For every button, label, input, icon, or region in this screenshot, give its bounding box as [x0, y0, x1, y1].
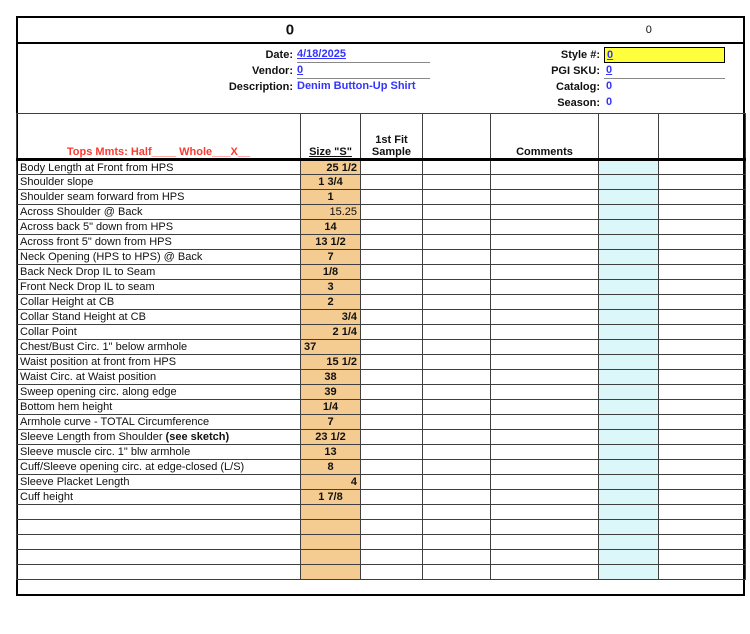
comments-cell[interactable]	[491, 160, 599, 175]
measurement-row	[17, 160, 746, 175]
size-s-cell[interactable]: 13 1/2	[301, 235, 361, 250]
sheet-title-secondary: 0	[645, 24, 652, 36]
spare-cell[interactable]	[423, 310, 491, 325]
comments-cell[interactable]	[491, 385, 599, 400]
spare-cell[interactable]	[659, 310, 746, 325]
measurement-label: Cuff/Sleeve opening circ. at edge-closed (L/S)	[17, 460, 301, 475]
first-fit-sample-cell[interactable]	[361, 385, 423, 400]
first-fit-sample-cell[interactable]	[361, 430, 423, 445]
highlight-cell[interactable]	[599, 400, 659, 415]
comments-cell[interactable]	[491, 475, 599, 490]
size-s-cell[interactable]: 4	[301, 475, 361, 490]
measurement-label	[17, 520, 301, 535]
spare-cell[interactable]	[423, 340, 491, 355]
spare-cell[interactable]	[423, 190, 491, 205]
measurement-row	[17, 175, 746, 190]
spare-cell[interactable]	[423, 220, 491, 235]
size-s-cell[interactable]: 39	[301, 385, 361, 400]
spare-cell[interactable]	[423, 415, 491, 430]
vendor-value[interactable]: 0	[297, 64, 304, 76]
measurement-row	[17, 220, 746, 235]
measurement-row	[17, 250, 746, 265]
comments-cell[interactable]	[491, 175, 599, 190]
season-value[interactable]: 0	[606, 96, 613, 108]
spare-cell[interactable]	[659, 175, 746, 190]
first-fit-sample-cell[interactable]	[361, 445, 423, 460]
spare-cell[interactable]	[659, 205, 746, 220]
first-fit-sample-cell[interactable]	[361, 220, 423, 235]
spare-cell[interactable]	[423, 445, 491, 460]
size-s-cell[interactable]: 3	[301, 280, 361, 295]
spare-cell[interactable]	[659, 430, 746, 445]
first-fit-sample-cell[interactable]	[361, 565, 423, 580]
comments-cell[interactable]	[491, 415, 599, 430]
spare-cell[interactable]	[423, 250, 491, 265]
season-field[interactable]	[604, 95, 725, 111]
measurement-label: Bottom hem height	[17, 400, 301, 415]
first-fit-sample-cell[interactable]	[361, 400, 423, 415]
measurement-label: Across back 5" down from HPS	[17, 220, 301, 235]
spare-cell[interactable]	[423, 175, 491, 190]
vendor-label: Vendor:	[252, 65, 293, 77]
catalog-value[interactable]: 0	[606, 80, 613, 92]
spare-cell[interactable]	[423, 475, 491, 490]
highlight-cell[interactable]	[599, 250, 659, 265]
highlight-cell[interactable]	[599, 220, 659, 235]
spare-cell[interactable]	[423, 265, 491, 280]
measurement-label: Body Length at Front from HPS	[17, 160, 301, 175]
measurement-label: Chest/Bust Circ. 1" below armhole	[17, 340, 301, 355]
empty-row	[17, 535, 746, 550]
measurement-label: Sleeve Length from Shoulder (see sketch)	[17, 430, 301, 445]
spare-cell[interactable]	[659, 550, 746, 565]
measurement-row	[17, 430, 746, 445]
spare-cell[interactable]	[423, 520, 491, 535]
comments-cell[interactable]	[491, 565, 599, 580]
size-s-cell[interactable]: 2	[301, 295, 361, 310]
measurement-label: Collar Height at CB	[17, 295, 301, 310]
pgi-sku-field[interactable]	[604, 63, 725, 79]
first-fit-sample-cell[interactable]	[361, 535, 423, 550]
spare-cell[interactable]	[423, 295, 491, 310]
spare-column-header	[659, 114, 746, 160]
measurement-label: Collar Point	[17, 325, 301, 340]
comments-cell[interactable]	[491, 340, 599, 355]
first-fit-sample-cell[interactable]	[361, 475, 423, 490]
size-s-header: Size "S"	[301, 114, 361, 160]
highlight-cell[interactable]	[599, 325, 659, 340]
highlight-cell[interactable]	[599, 310, 659, 325]
empty-row	[17, 550, 746, 565]
title-bar	[18, 18, 743, 44]
measurement-row	[17, 310, 746, 325]
table-header-row	[17, 114, 746, 160]
description-value[interactable]: Denim Button-Up Shirt	[297, 80, 416, 92]
spare-cell[interactable]	[659, 400, 746, 415]
measurement-label: Waist Circ. at Waist position	[17, 370, 301, 385]
measurement-row	[17, 460, 746, 475]
spare-cell[interactable]	[423, 205, 491, 220]
measurement-row	[17, 445, 746, 460]
highlight-cell[interactable]	[599, 160, 659, 175]
info-row-3	[18, 79, 743, 95]
highlight-cell[interactable]	[599, 340, 659, 355]
measurement-row	[17, 205, 746, 220]
comments-cell[interactable]	[491, 190, 599, 205]
measurement-label: Across front 5" down from HPS	[17, 235, 301, 250]
size-s-cell[interactable]: 1/8	[301, 265, 361, 280]
size-s-cell[interactable]	[301, 505, 361, 520]
size-s-cell[interactable]	[301, 550, 361, 565]
size-s-cell[interactable]: 1	[301, 190, 361, 205]
measurement-label: Waist position at front from HPS	[17, 355, 301, 370]
first-fit-sample-cell[interactable]	[361, 505, 423, 520]
highlight-cell[interactable]	[599, 460, 659, 475]
comments-cell[interactable]	[491, 535, 599, 550]
measurement-label: Collar Stand Height at CB	[17, 310, 301, 325]
spare-cell[interactable]	[423, 550, 491, 565]
spare-cell[interactable]	[423, 430, 491, 445]
measurement-row	[17, 415, 746, 430]
comments-cell[interactable]	[491, 235, 599, 250]
spare-cell[interactable]	[423, 505, 491, 520]
measurement-label	[17, 550, 301, 565]
description-label: Description:	[228, 81, 293, 93]
highlight-cell[interactable]	[599, 175, 659, 190]
spare-cell[interactable]	[659, 475, 746, 490]
spare-cell[interactable]	[659, 325, 746, 340]
measurement-row	[17, 295, 746, 310]
first-fit-sample-cell[interactable]	[361, 250, 423, 265]
comments-cell[interactable]	[491, 370, 599, 385]
highlight-cell[interactable]	[599, 475, 659, 490]
spare-cell[interactable]	[659, 295, 746, 310]
highlight-cell[interactable]	[599, 565, 659, 580]
highlight-cell[interactable]	[599, 520, 659, 535]
vendor-field[interactable]	[297, 63, 430, 79]
date-label: Date:	[265, 49, 293, 61]
size-s-cell[interactable]: 1 3/4	[301, 175, 361, 190]
spare-cell[interactable]	[659, 220, 746, 235]
measurement-label: Cuff height	[17, 490, 301, 505]
first-fit-sample-cell[interactable]	[361, 490, 423, 505]
catalog-field[interactable]	[604, 79, 725, 95]
first-fit-sample-cell[interactable]	[361, 520, 423, 535]
spare-cell[interactable]	[659, 565, 746, 580]
spare-cell[interactable]	[659, 520, 746, 535]
measurement-row	[17, 235, 746, 250]
highlight-cell[interactable]	[599, 280, 659, 295]
empty-row	[17, 520, 746, 535]
comments-cell[interactable]	[491, 520, 599, 535]
spare-cell[interactable]	[659, 340, 746, 355]
first-fit-sample-cell[interactable]	[361, 205, 423, 220]
highlight-cell[interactable]	[599, 490, 659, 505]
spare-cell[interactable]	[659, 445, 746, 460]
comments-cell[interactable]	[491, 355, 599, 370]
spare-cell[interactable]	[659, 355, 746, 370]
comments-cell[interactable]	[491, 550, 599, 565]
header-info	[18, 44, 743, 113]
highlight-cell[interactable]	[599, 550, 659, 565]
size-s-cell[interactable]	[301, 520, 361, 535]
measurement-row	[17, 385, 746, 400]
measurement-label	[17, 565, 301, 580]
pgi-sku-label: PGI SKU:	[551, 65, 600, 77]
first-fit-sample-cell[interactable]	[361, 235, 423, 250]
size-s-cell[interactable]	[301, 535, 361, 550]
measurement-label: Front Neck Drop IL to seam	[17, 280, 301, 295]
highlight-column-header	[599, 114, 659, 160]
highlight-cell[interactable]	[599, 265, 659, 280]
comments-cell[interactable]	[491, 250, 599, 265]
spare-cell[interactable]	[423, 535, 491, 550]
measurement-label	[17, 505, 301, 520]
comments-cell[interactable]	[491, 205, 599, 220]
spare-cell[interactable]	[423, 280, 491, 295]
size-s-cell[interactable]: 13	[301, 445, 361, 460]
size-s-cell[interactable]: 38	[301, 370, 361, 385]
size-s-cell[interactable]: 1/4	[301, 400, 361, 415]
comments-cell[interactable]	[491, 220, 599, 235]
measurement-table	[16, 113, 746, 580]
measurement-row	[17, 325, 746, 340]
comments-cell[interactable]	[491, 460, 599, 475]
size-s-cell[interactable]: 14	[301, 220, 361, 235]
first-fit-sample-cell[interactable]	[361, 550, 423, 565]
spare-cell[interactable]	[423, 490, 491, 505]
comments-cell[interactable]	[491, 400, 599, 415]
spare-cell[interactable]	[659, 160, 746, 175]
spare-cell[interactable]	[659, 535, 746, 550]
spare-cell[interactable]	[659, 490, 746, 505]
measurement-label: Shoulder seam forward from HPS	[17, 190, 301, 205]
comments-cell[interactable]	[491, 325, 599, 340]
size-s-cell[interactable]	[301, 565, 361, 580]
first-fit-sample-cell[interactable]	[361, 160, 423, 175]
highlight-cell[interactable]	[599, 355, 659, 370]
measurement-row	[17, 355, 746, 370]
measurement-row	[17, 340, 746, 355]
spare-cell[interactable]	[423, 355, 491, 370]
measurement-row	[17, 370, 746, 385]
spare-cell[interactable]	[659, 190, 746, 205]
first-fit-sample-cell[interactable]	[361, 415, 423, 430]
highlight-cell[interactable]	[599, 205, 659, 220]
measurement-row	[17, 475, 746, 490]
first-fit-sample-cell[interactable]	[361, 295, 423, 310]
size-s-cell[interactable]: 15 1/2	[301, 355, 361, 370]
measurement-label: Armhole curve - TOTAL Circumference	[17, 415, 301, 430]
comments-cell[interactable]	[491, 445, 599, 460]
spare-cell[interactable]	[423, 385, 491, 400]
measurement-label: Sweep opening circ. along edge	[17, 385, 301, 400]
measurement-label	[17, 535, 301, 550]
measurement-label: Back Neck Drop IL to Seam	[17, 265, 301, 280]
comments-cell[interactable]	[491, 280, 599, 295]
info-row-4	[18, 95, 743, 111]
measurement-row	[17, 190, 746, 205]
spare-cell[interactable]	[423, 325, 491, 340]
spare-cell[interactable]	[423, 160, 491, 175]
spare-column-header	[423, 114, 491, 160]
highlight-cell[interactable]	[599, 430, 659, 445]
highlight-cell[interactable]	[599, 535, 659, 550]
first-fit-sample-header: 1st Fit Sample	[361, 114, 423, 160]
comments-cell[interactable]	[491, 310, 599, 325]
spare-cell[interactable]	[423, 400, 491, 415]
highlight-cell[interactable]	[599, 295, 659, 310]
size-s-cell[interactable]: 15.25	[301, 205, 361, 220]
measurement-row	[17, 400, 746, 415]
comments-cell[interactable]	[491, 430, 599, 445]
description-field[interactable]	[297, 79, 430, 95]
measurement-label: Across Shoulder @ Back	[17, 205, 301, 220]
first-fit-sample-cell[interactable]	[361, 340, 423, 355]
first-fit-sample-cell[interactable]	[361, 175, 423, 190]
spare-cell[interactable]	[659, 280, 746, 295]
measurement-row	[17, 280, 746, 295]
size-s-cell[interactable]: 23 1/2	[301, 430, 361, 445]
measurement-row	[17, 490, 746, 505]
style-number-value[interactable]: 0	[607, 49, 614, 61]
comments-cell[interactable]	[491, 265, 599, 280]
comments-cell[interactable]	[491, 490, 599, 505]
empty-row	[17, 505, 746, 520]
highlight-cell[interactable]	[599, 190, 659, 205]
first-fit-sample-cell[interactable]	[361, 310, 423, 325]
info-row-2	[18, 63, 743, 79]
spare-cell[interactable]	[423, 565, 491, 580]
highlight-cell[interactable]	[599, 385, 659, 400]
comments-header: Comments	[491, 114, 599, 160]
sheet-title: 0	[285, 21, 295, 39]
spec-sheet	[16, 16, 745, 596]
first-fit-sample-cell[interactable]	[361, 190, 423, 205]
size-s-cell[interactable]: 8	[301, 460, 361, 475]
spare-cell[interactable]	[659, 415, 746, 430]
highlight-cell[interactable]	[599, 235, 659, 250]
size-s-cell[interactable]: 1 7/8	[301, 490, 361, 505]
empty-row	[17, 565, 746, 580]
measurement-label: Neck Opening (HPS to HPS) @ Back	[17, 250, 301, 265]
style-number-field[interactable]	[604, 47, 725, 63]
first-fit-sample-cell[interactable]	[361, 460, 423, 475]
spare-cell[interactable]	[659, 265, 746, 280]
highlight-cell[interactable]	[599, 445, 659, 460]
spacer	[297, 95, 430, 111]
style-number-label: Style #:	[560, 49, 600, 61]
size-s-cell[interactable]: 2 1/4	[301, 325, 361, 340]
measurement-label: Sleeve muscle circ. 1" blw armhole	[17, 445, 301, 460]
spare-cell[interactable]	[423, 370, 491, 385]
spare-cell[interactable]	[423, 460, 491, 475]
first-fit-sample-cell[interactable]	[361, 325, 423, 340]
spare-cell[interactable]	[659, 460, 746, 475]
date-value[interactable]: 4/18/2025	[297, 48, 346, 60]
catalog-label: Catalog:	[556, 81, 600, 93]
measurement-label: Sleeve Placket Length	[17, 475, 301, 490]
date-field[interactable]	[297, 47, 430, 63]
size-s-cell[interactable]: 37	[301, 340, 361, 355]
comments-cell[interactable]	[491, 295, 599, 310]
spare-cell[interactable]	[423, 235, 491, 250]
spare-cell[interactable]	[659, 385, 746, 400]
measurement-row	[17, 265, 746, 280]
highlight-cell[interactable]	[599, 505, 659, 520]
info-row-1	[18, 47, 743, 63]
highlight-cell[interactable]	[599, 415, 659, 430]
spare-cell[interactable]	[659, 505, 746, 520]
size-s-cell[interactable]: 7	[301, 250, 361, 265]
pgi-sku-value[interactable]: 0	[606, 64, 613, 76]
size-s-cell[interactable]: 3/4	[301, 310, 361, 325]
mmts-header: Tops Mmts: Half____ Whole___X__	[17, 114, 301, 160]
measurement-label: Shoulder slope	[17, 175, 301, 190]
comments-cell[interactable]	[491, 505, 599, 520]
spare-cell[interactable]	[659, 250, 746, 265]
season-label: Season:	[557, 97, 600, 109]
first-fit-sample-cell[interactable]	[361, 355, 423, 370]
first-fit-sample-cell[interactable]	[361, 370, 423, 385]
highlight-cell[interactable]	[599, 370, 659, 385]
spare-cell[interactable]	[659, 370, 746, 385]
first-fit-sample-cell[interactable]	[361, 280, 423, 295]
spare-cell[interactable]	[659, 235, 746, 250]
first-fit-sample-cell[interactable]	[361, 265, 423, 280]
size-s-cell[interactable]: 7	[301, 415, 361, 430]
size-s-cell[interactable]: 25 1/2	[301, 160, 361, 175]
